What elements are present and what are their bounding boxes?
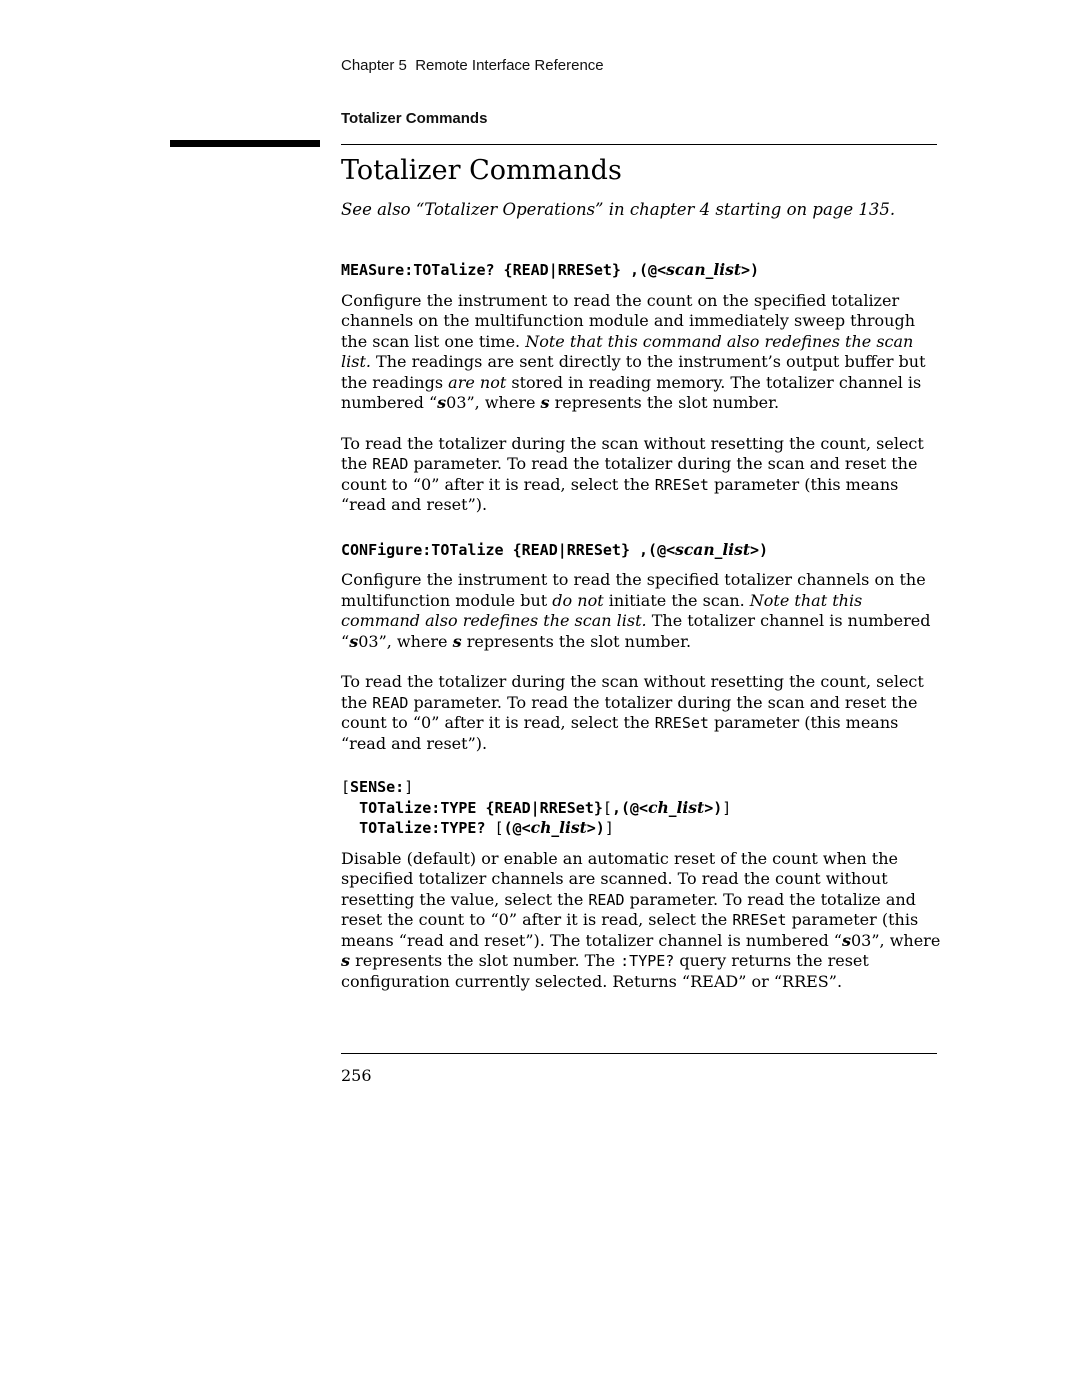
content-column bbox=[341, 152, 941, 1012]
section-header: Totalizer Commands bbox=[341, 110, 488, 127]
page-number: 256 bbox=[341, 1066, 372, 1085]
command-sense-totalize-type bbox=[341, 778, 941, 839]
command-configure-totalize: CONFigure:TOTalize {READ|RRESet} ,(@<scan_list>) bbox=[341, 539, 769, 559]
header-rule bbox=[341, 144, 937, 145]
footer-rule bbox=[341, 1053, 937, 1054]
command-line-totalize-type: TOTalize:TYPE {READ|RRESet}[,(@<ch_list>)] bbox=[341, 797, 732, 817]
paragraph-configure-2: To read the totalizer during the scan without resetting the count, select the READ parameter. To read the totalizer during the scan and reset the count to “0” after it is read, select the RRESet parameter (this means “read and reset”). bbox=[341, 672, 924, 753]
chapter-header: Chapter 5 Remote Interface Reference bbox=[341, 57, 604, 74]
left-margin-bar bbox=[170, 140, 320, 147]
paragraph-measure-1: Configure the instrument to read the count on the specified totalizer channels on the multifunction module and immediately sweep through the scan list one time. Note that this command also redefines the scan list. The readings are sent directly to the instrument’s output buffer but the readings are not stored in reading memory. The totalizer channel is numbered “s03”, where s represents the slot number. bbox=[341, 290, 926, 412]
paragraph-measure-2: To read the totalizer during the scan without resetting the count, select the READ parameter. To read the totalizer during the scan and reset the count to “0” after it is read, select the RRESet parameter (this means “read and reset”). bbox=[341, 433, 924, 514]
page-title: Totalizer Commands bbox=[341, 155, 622, 186]
see-also-note: See also “Totalizer Operations” in chapter 4 starting on page 135. bbox=[341, 200, 896, 219]
page-header bbox=[341, 28, 604, 156]
paragraph-sense-1: Disable (default) or enable an automatic reset of the count when the specified totalizer channels are scanned. To read the count without resetting the value, select the READ parameter. To read the totalize and reset the count to “0” after it is read, select the RRESet parameter (this means “read and reset”). The totalizer channel is numbered “s03”, where s represents the slot number. The :TYPE? query returns the reset configuration currently selected. Returns “READ” or “RRES”. bbox=[341, 848, 941, 991]
command-line-totalize-type-query: TOTalize:TYPE? [(@<ch_list>)] bbox=[341, 818, 614, 837]
paragraph-configure-1: Configure the instrument to read the specified totalizer channels on the multifunction module but do not initiate the scan. Note that this command also redefines the scan list. The totalizer channel is numbered “s03”, where s represents the slot number. bbox=[341, 570, 931, 651]
command-line-sense: [SENSe:] bbox=[341, 778, 414, 796]
command-measure-totalize: MEASure:TOTalize? {READ|RRESet} ,(@<scan_list>) bbox=[341, 260, 760, 279]
